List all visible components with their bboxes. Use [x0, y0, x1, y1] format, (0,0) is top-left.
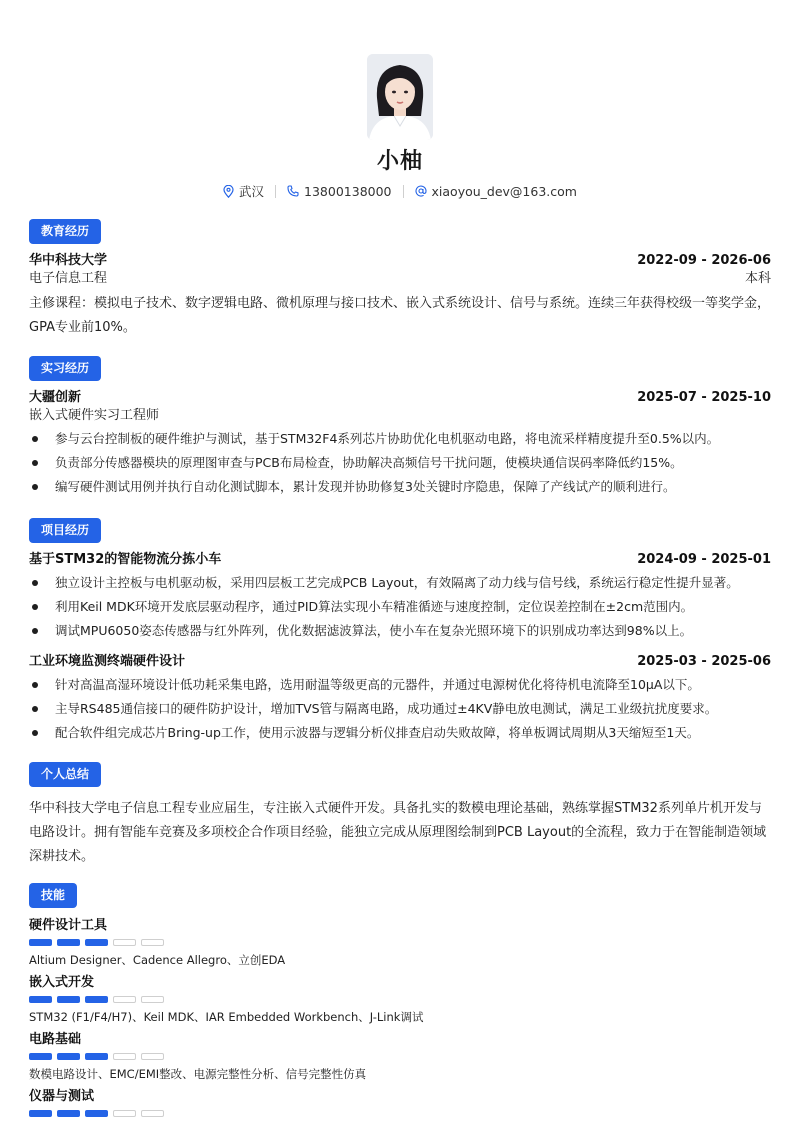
skill-level-empty [141, 1110, 164, 1117]
contact-email[interactable] [404, 184, 588, 199]
profile-photo [367, 54, 433, 140]
education-sub-row [29, 270, 771, 288]
summary-section [29, 762, 771, 869]
skill-level-bars [29, 1053, 771, 1060]
summary-text: 华中科技大学电子信息工程专业应届生，专注嵌入式硬件开发。具备扎实的数模电理论基础，熟练掌握STM32系列单片机开发与电路设计。拥有智能车竞赛及多项校企合作项目经验，能独立完成从原理图绘制到PCB Layout的全流程，致力于在智能制造领域深耕技术。 [29, 801, 767, 864]
list-item: 利用Keil MDK环境开发底层驱动程序，通过PID算法实现小车精准循迹与速度控制，定位误差控制在±2cm范围内。 [29, 595, 771, 619]
skills-heading: 技能 [29, 883, 77, 908]
project-bullets [29, 673, 771, 745]
skill-level-filled [57, 1110, 80, 1117]
project-title: 工业环境监测终端硬件设计 [29, 654, 186, 669]
list-item: 负责部分传感器模块的原理图审查与PCB布局检查，协助解决高频信号干扰问题，使模块通信误码率降低约15%。 [29, 451, 771, 475]
phone-text: 13800138000 [304, 183, 392, 199]
skill-level-empty [113, 996, 136, 1003]
at-sign-icon [415, 185, 427, 197]
contact-phone [276, 184, 402, 199]
company-name: 大疆创新 [29, 390, 82, 405]
skill-level-filled [29, 996, 52, 1003]
skill-level-empty [141, 1053, 164, 1060]
skill-level-empty [141, 939, 164, 946]
skill-level-bars [29, 996, 771, 1003]
internship-heading: 实习经历 [29, 356, 101, 381]
list-item: 编写硬件测试用例并执行自动化测试脚本，累计发现并协助修复3处关键时序隐患，保障了产线试产的顺利进行。 [29, 475, 771, 499]
skill-level-filled [29, 1053, 52, 1060]
internship-period: 2025-07 - 2025-10 [637, 390, 771, 405]
projects-heading: 项目经历 [29, 518, 101, 543]
skill-level-filled [57, 1053, 80, 1060]
skill-level-filled [85, 1053, 108, 1060]
list-item: 调试MPU6050姿态传感器与红外阵列，优化数据滤波算法，使小车在复杂光照环境下的识别成功率达到98%以上。 [29, 619, 771, 643]
skill-level-bars [29, 939, 771, 946]
education-section [29, 219, 771, 340]
education-header-row [29, 252, 771, 270]
skills-section [29, 883, 771, 1123]
skill-level-filled [57, 996, 80, 1003]
skill-name: 电路基础 [29, 1032, 82, 1047]
skill-level-empty [113, 939, 136, 946]
skill-name: 仪器与测试 [29, 1089, 95, 1104]
candidate-name: 小柚 [376, 149, 423, 174]
skill-name: 嵌入式开发 [29, 975, 95, 990]
internship-section [29, 356, 771, 499]
project-period: 2024-09 - 2025-01 [637, 552, 771, 567]
skill-description: STM32 (F1/F4/H7)、Keil MDK、IAR Embedded Workbench、J-Link调试 [29, 1010, 424, 1024]
education-period: 2022-09 - 2026-06 [637, 253, 771, 268]
skill-item [29, 974, 771, 1025]
skill-level-filled [29, 939, 52, 946]
skill-level-filled [57, 939, 80, 946]
project-bullets [29, 571, 771, 643]
list-item: 独立设计主控板与电机驱动板，采用四层板工艺完成PCB Layout，有效隔离了动力线与信号线，系统运行稳定性提升显著。 [29, 571, 771, 595]
skill-item [29, 917, 771, 968]
skill-level-empty [141, 996, 164, 1003]
list-item: 针对高温高湿环境设计低功耗采集电路，选用耐温等级更高的元器件，并通过电源树优化将待机电流降至10μA以下。 [29, 673, 771, 697]
skill-item [29, 1031, 771, 1082]
contact-location [212, 182, 275, 200]
internship-header-row [29, 389, 771, 407]
project-header-row [29, 653, 771, 671]
email-text[interactable]: xiaoyou_dev@163.com [431, 183, 577, 199]
project-period: 2025-03 - 2025-06 [637, 654, 771, 669]
skill-item [29, 1088, 771, 1117]
project-header-row [29, 551, 771, 569]
skill-description: Altium Designer、Cadence Allegro、立创EDA [29, 953, 286, 967]
location-pin-icon [223, 185, 234, 198]
major: 电子信息工程 [29, 271, 108, 286]
skill-level-bars [29, 1110, 771, 1117]
project-title: 基于STM32的智能物流分拣小车 [29, 552, 222, 567]
education-description: 主修课程：模拟电子技术、数字逻辑电路、微机原理与接口技术、嵌入式系统设计、信号与系统。连续三年获得校级一等奖学金，GPA专业前10%。 [29, 296, 771, 335]
degree: 本科 [744, 271, 771, 286]
skill-description: 数模电路设计、EMC/EMI整改、电源完整性分析、信号完整性仿真 [29, 1067, 367, 1081]
list-item: 参与云台控制板的硬件维护与测试，基于STM32F4系列芯片协助优化电机驱动电路，将电流采样精度提升至0.5%以内。 [29, 427, 771, 451]
contact-bar [0, 182, 800, 200]
internship-bullets [29, 427, 771, 499]
education-heading: 教育经历 [29, 219, 101, 244]
list-item: 主导RS485通信接口的硬件防护设计，增加TVS管与隔离电路，成功通过±4KV静电放电测试，满足工业级抗扰度要求。 [29, 697, 771, 721]
skill-level-empty [113, 1110, 136, 1117]
skill-level-filled [85, 1110, 108, 1117]
internship-role: 嵌入式硬件实习工程师 [29, 408, 160, 423]
skill-level-filled [29, 1110, 52, 1117]
location-text: 武汉 [239, 184, 265, 199]
projects-section [29, 518, 771, 745]
summary-heading: 个人总结 [29, 762, 101, 787]
school-name: 华中科技大学 [29, 253, 108, 268]
portrait-image [367, 54, 433, 140]
phone-icon [287, 185, 299, 197]
skill-level-filled [85, 996, 108, 1003]
list-item: 配合软件组完成芯片Bring-up工作，使用示波器与逻辑分析仪排查启动失败故障，将单板调试周期从3天缩短至1天。 [29, 721, 771, 745]
skills-list [29, 917, 771, 1117]
skill-level-empty [113, 1053, 136, 1060]
skill-level-filled [85, 939, 108, 946]
skill-name: 硬件设计工具 [29, 918, 108, 933]
